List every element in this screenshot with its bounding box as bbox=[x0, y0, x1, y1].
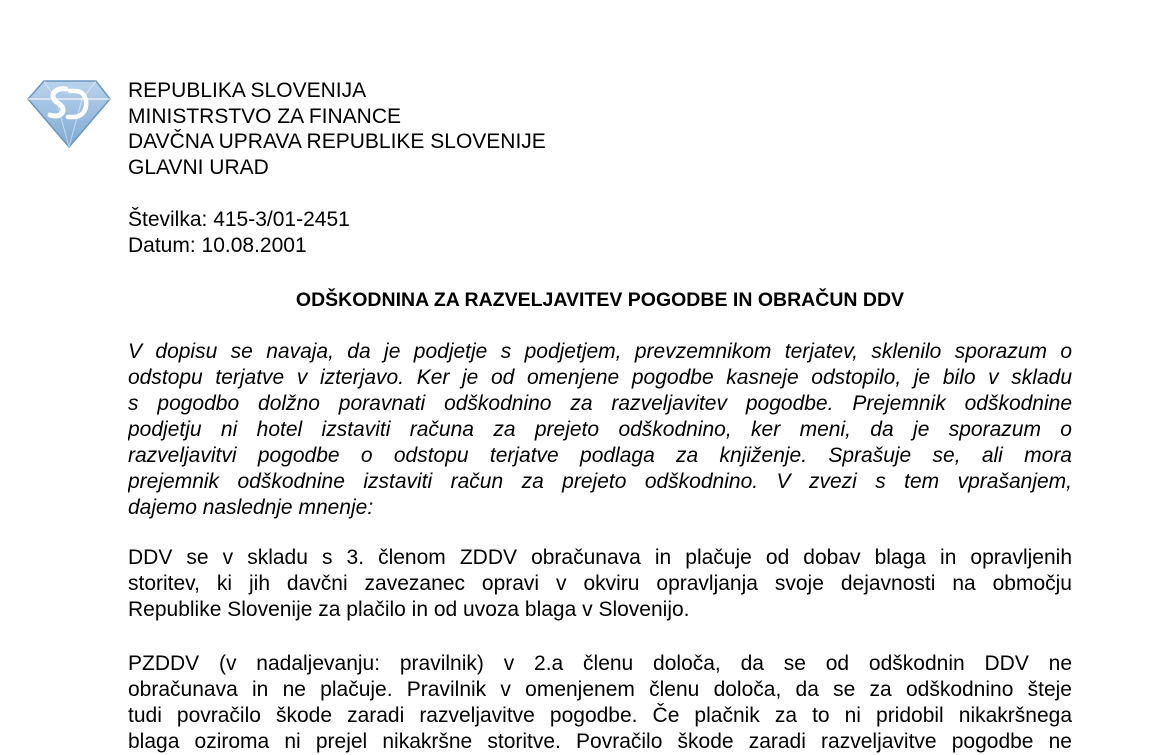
text-line: blaga oziroma ni prejel nikakršne storitve. Povračilo škode zaradi razveljavitve pogodbe ne bbox=[128, 730, 1072, 753]
text-line: podjetju ni hotel izstaviti računa za prejeto odškodnino, ker meni, da je sporazum o bbox=[128, 418, 1072, 441]
letterhead-line: DAVČNA UPRAVA REPUBLIKE SLOVENIJE bbox=[128, 130, 546, 153]
tax-administration-logo-icon bbox=[26, 77, 112, 149]
text-line: DDV se v skladu s 3. členom ZDDV obračunava in plačuje od dobav blaga in opravljenih bbox=[128, 546, 1072, 569]
text-line: V dopisu se navaja, da je podjetje s podjetjem, prevzemnikom terjatev, sklenilo sporazum o bbox=[128, 340, 1072, 363]
text-line: tudi povračilo škode zaradi razveljavitve pogodbe. Če plačnik za to ni pridobil nikakršnega bbox=[128, 704, 1072, 727]
text-line: prejemnik odškodnine izstaviti račun za prejeto odškodnino. V zvezi s tem vprašanjem, bbox=[128, 470, 1072, 493]
text-line: razveljavitvi pogodbe o odstopu terjatve podlaga za knjiženje. Sprašuje se, ali mora bbox=[128, 444, 1072, 467]
letterhead-line: GLAVNI URAD bbox=[128, 155, 269, 179]
text-line: dajemo naslednje mnenje: bbox=[128, 496, 374, 519]
letterhead bbox=[128, 78, 546, 180]
paragraph-question bbox=[128, 339, 1072, 521]
text-line: Republike Slovenije za plačilo in od uvoza blaga v Slovenijo. bbox=[128, 598, 690, 621]
text-line: storitev, ki jih davčni zavezanec opravi v okviru opravljanja svoje dejavnosti na območju bbox=[128, 572, 1072, 595]
paragraph-pzddv bbox=[128, 651, 1072, 755]
text-line: obračunava in ne plačuje. Pravilnik v omenjenem členu določa, da se za odškodnino šteje bbox=[128, 678, 1072, 701]
text-line: odstopu terjatve v izterjavo. Ker je od omenjene pogodbe kasneje odstopilo, je bilo v skladu bbox=[128, 366, 1072, 389]
text-line: PZDDV (v nadaljevanju: pravilnik) v 2.a členu določa, da se od odškodnin DDV ne bbox=[128, 652, 1072, 675]
letterhead-line: REPUBLIKA SLOVENIJA bbox=[128, 79, 367, 102]
document-title: ODŠKODNINA ZA RAZVELJAVITEV POGODBE IN OBRAČUN DDV bbox=[295, 289, 905, 311]
document-number: Številka: 415-3/01-2451 bbox=[128, 208, 350, 231]
text-line: s pogodbo dolžno poravnati odškodnino za razveljavitev pogodbe. Prejemnik odškodnine bbox=[128, 392, 1072, 415]
document-date: Datum: 10.08.2001 bbox=[128, 234, 307, 257]
paragraph-ddv bbox=[128, 545, 1072, 623]
letterhead-line: MINISTRSTVO ZA FINANCE bbox=[128, 104, 402, 128]
document-reference bbox=[128, 207, 350, 259]
